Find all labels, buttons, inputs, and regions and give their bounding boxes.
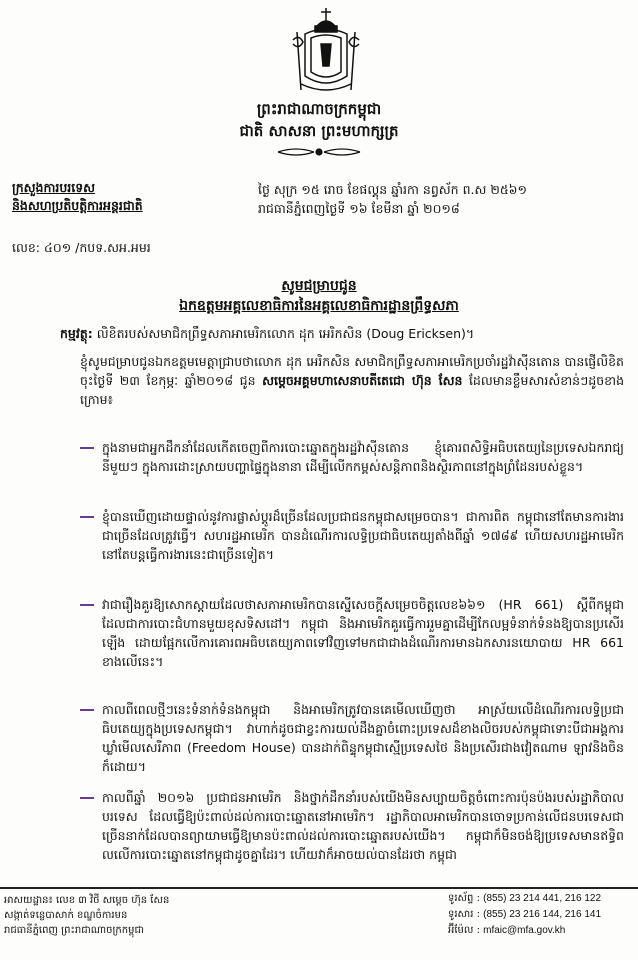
reference-number: លេខ: ៤០១ /កបទ.សអ.អមរ (12, 240, 151, 255)
recipient-heading: ឯកឧត្តមអគ្គលេខាធិការនៃអគ្គលេខាធិការដ្ឋានព្រឹទ្ធសភា (179, 298, 459, 314)
footer-address (4, 893, 169, 938)
address-line: រាជធានីភ្នំពេញ ព្រះរាជាណាចក្រកម្ពុជា (4, 925, 144, 936)
bullet-item: កាលពីពេលថ្មីៗនេះទំនាក់ទំនងកម្ពុជា និងអាមេរិកត្រូវបានគេមើលឃើញថា អាស្រ័យលើដំណើរការលទ្ធិប្រជាធិបតេយ្យក្នុងប្រទេសកម្ពុជា។ វាហាក់ដូចជាខ្វះការយល់ដឹងគ្នាចំពោះប្រទេសដ៏ខាងលិចរបស់កម្ពុជាទោះបីជាអង្គការឃ្លាំមើលសេរីភាព (Freedom House) បានដាក់ពិន្ទុកម្ពុជាស្មើប្រទេសថៃ និងប្រសើរជាងវៀតណាម ឡាវនិងចិនក៏ដោយ។ (80, 700, 624, 782)
email-value[interactable]: mfaic@mfa.gov.kh (483, 925, 566, 936)
subject-line (60, 326, 620, 345)
fax-row (448, 907, 601, 923)
royal-emblem (291, 4, 361, 96)
intro-paragraph (80, 352, 624, 409)
ministry-name: ក្រសួងការបរទេស (12, 180, 96, 195)
intro-tail: ដែលមានខ្លឹមសារសំខាន់ៗដូចខាងក្រោម៖ (80, 373, 624, 407)
fax-value: (855) 23 216 144, 216 141 (483, 909, 602, 920)
solar-date: រាជធានីភ្នំពេញថ្ងៃទី ១៦ ខែមីនា ឆ្នាំ ២០១៨ (258, 201, 460, 216)
bullet-item: ក្នុងនាមជាអ្នកដឹកនាំដែលកើតចេញពីការបោះឆ្នោតក្នុងរដ្ឋវ៉ាស៊ីនតោន ខ្ញុំគោរពសិទ្ធិអធិបតេយ្យនៃប្រទេសឯករាជ្យនីមួយៗ ក្នុងការដោះស្រាយបញ្ហាផ្ទៃក្នុងនានា ដើម្បីលើកកម្ពស់សន្តិភាពនិងស្ថិរភាពនៅក្នុងព្រំដែនរបស់ខ្លួន។ (80, 438, 624, 501)
bullet-item: កាលពីឆ្នាំ ២០១៦ ប្រជាជនអាមេរិក និងថ្នាក់ដឹកនាំរបស់យើងមិនសប្បាយចិត្តចំពោះការប៉ុនប៉ងរបស់រដ្ឋាភិបាលបរទេស ដែលធ្វើឱ្យប៉ះពាល់ដល់ការបោះឆ្នោតនៅអាមេរិក។ រដ្ឋាភិបាលអាមេរិកបានចោទប្រកាន់លើជនបរទេសជាច្រើននាក់ដែលបានព្យាយាមធ្វើឱ្យមានប៉ះពាល់ដល់ការបោះឆ្នោតរបស់យើង។ កម្ពុជាក៏មិនចង់ឱ្យប្រទេសមានឥទ្ធិពលលើការបោះឆ្នោតនៅកម្ពុជាដូចគ្នាដែរ។ ហើយវាក៏អាចយល់បានដែរថា កម្ពុជា (80, 788, 624, 905)
decorative-divider (276, 146, 362, 158)
phone-label: ទូរស័ព្ទ : (448, 893, 480, 904)
bullet-item: ខ្ញុំបានឃើញដោយផ្ទាល់នូវការផ្លាស់ប្តូរដ៏ច្រើនដែលប្រជាជនកម្ពុជាសម្រេចបាន។ ជាការពិត កម្ពុជានៅតែមានការងារជាច្រើនដែលត្រូវធ្វើ។ សហរដ្ឋអាមេរិក បានដំណើរការលទ្ធិប្រជាធិបតេយ្យតាំងពីឆ្នាំ ១៧៨៩ ហើយសហរដ្ឋអាមេរិកនៅតែបន្តធ្វើការងារនេះជាច្រើនទៀត។ (80, 507, 624, 589)
email-label: អ៊ីម៉ែល : (448, 925, 480, 936)
bullet-list (80, 438, 624, 911)
intro-bold-name: សម្តេចអគ្គមហាសេនាបតីតេជោ ហ៊ុន សែន (262, 373, 463, 388)
email-row (448, 923, 601, 939)
address-line: សង្កាត់ទន្លេបាសាក់ ខណ្ឌចំការមន (4, 910, 128, 921)
ministry-name-cont: និងសហប្រតិបត្តិការអន្តរជាតិ (12, 198, 143, 213)
footer-contacts (448, 891, 601, 939)
fax-label: ទូរសារ : (448, 909, 480, 920)
subject-text: លិខិតរបស់សមាជិកព្រឹទ្ធសភាអាមេរិកលោក ដុក អេរិកសិន (Doug Ericksen)។ (96, 326, 475, 341)
intro-text: ខ្ញុំសូមជម្រាបជូនឯកឧត្តមមេត្តាជ្រាបថាលោក ដុក អេរិកសិន សមាជិកព្រឹទ្ធសភាអាមេរិកប្រចាំរដ្ឋវ៉ាស៊ីនតោន បានផ្ញើលិខិតចុះថ្ងៃទី ២៣ ខែកុម្ភៈ ឆ្នាំ២០១៨ ជូន (80, 354, 624, 388)
subject-label: កម្មវត្ថុ: (60, 326, 93, 341)
lunar-date: ថ្ងៃ សុក្រ ១៥ រោច ខែផល្គុន ឆ្នាំរកា នព្វស័ក ព.ស ២៥៦១ (258, 182, 527, 197)
phone-value: (855) 23 214 441, 216 122 (483, 893, 602, 904)
salutation-heading: សូមជម្រាបជូន (281, 278, 357, 294)
national-motto: ជាតិ សាសនា ព្រះមហាក្សត្រ (239, 122, 399, 140)
phone-row (448, 891, 601, 907)
footer-divider (0, 887, 638, 889)
kingdom-title: ព្រះរាជាណាចក្រកម្ពុជា (256, 100, 382, 118)
bullet-item: វាជារឿងគួរឱ្យសោកស្តាយដែលថាសភាអាមេរិកបានស្នើសេចក្តីសម្រេចចិត្តលេខ៦៦១ (HR 661) ស្តីពីកម្ពុជា ដែលជាការបោះជំហានមួយខុសទិសដៅ។ កម្ពុជា និងអាមេរិកគួរធ្វើការរួមគ្នាដើម្បីកែលម្អទំនាក់ទំនងឱ្យបានប្រសើរឡើង ដោយផ្អែកលើការគោរពអធិបតេយ្យភាពទៅវិញទៅមកជាជាងដំណើរការមានឯកសារនយោបាយ HR 661 ខាងលើនេះ។ (80, 595, 624, 694)
address-line: អាសយដ្ឋាន៖ លេខ ៣ វិថី សម្តេច ហ៊ុន សែន (4, 895, 170, 906)
